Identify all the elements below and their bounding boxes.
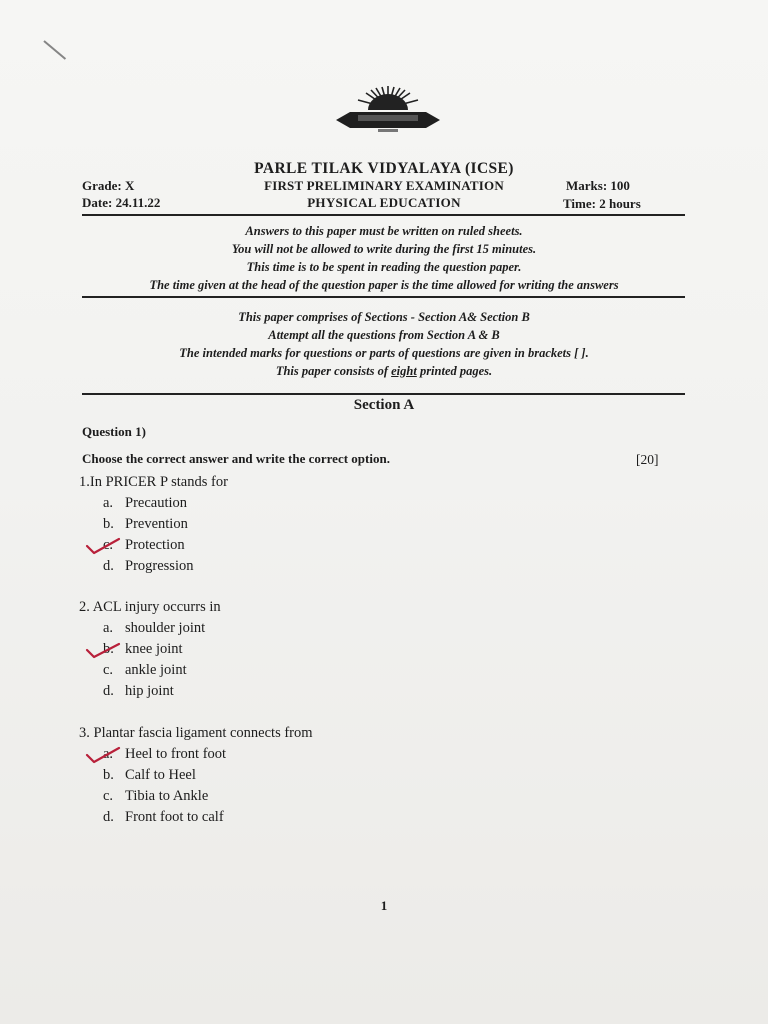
option-letter: d. [103,683,114,699]
instruction-line: The time given at the head of the question paper is the time allowed for writing the answers [149,278,619,292]
option-item [79,556,228,577]
subject-name: PHYSICAL EDUCATION [307,195,461,210]
school-name: PARLE TILAK VIDYALAYA (ICSE) [254,160,514,177]
question-block [79,597,221,702]
option-text: Precaution [125,495,188,511]
pages-suffix: printed pages. [419,364,493,378]
question-block [79,472,228,577]
option-text: shoulder joint [125,620,206,636]
option-letter: a. [103,746,114,762]
question-text: 3. Plantar fascia ligament connects from [79,725,313,741]
red-tick-icon [85,746,121,764]
marks-label: Marks: 100 [566,178,630,193]
instruction-line: The intended marks for questions or parts of questions are given in brackets [ ]. [179,346,589,360]
instruction-line [0,362,768,380]
option-item [79,660,221,681]
option-text: Front foot to calf [125,809,224,825]
option-item [79,807,313,828]
option-item [79,681,221,702]
option-letter: c. [103,537,114,553]
question-text: 2. ACL injury occurrs in [79,599,221,615]
divider [82,214,685,216]
option-letter: a. [103,620,114,636]
pencil-mark [43,40,66,60]
option-text: Heel to front foot [125,746,227,762]
option-text: ankle joint [125,662,187,678]
general-instructions [0,222,768,294]
question-marks: [20] [636,452,659,467]
option-item [79,765,313,786]
option-letter: d. [103,809,114,825]
instruction-line: Attempt all the questions from Section A & B [268,328,500,342]
option-text: Prevention [125,516,188,532]
date-label: Date: 24.11.22 [82,195,161,210]
option-letter: a. [103,495,114,511]
question-title: Question 1) [82,424,146,439]
option-item [79,786,313,807]
option-letter: d. [103,558,114,574]
option-item-ticked [79,535,228,556]
option-text: Progression [125,558,194,574]
option-text: Tibia to Ankle [125,788,209,804]
option-item [79,514,228,535]
option-text: knee joint [125,641,183,657]
section-title: Section A [353,397,415,413]
option-letter: c. [103,662,114,678]
instruction-line: You will not be allowed to write during the first 15 minutes. [231,242,537,256]
pages-prefix: This paper consists of [275,364,388,378]
exam-name: FIRST PRELIMINARY EXAMINATION [264,178,504,193]
option-item [79,493,228,514]
instruction-line: This paper comprises of Sections - Section A& Section B [238,310,530,324]
divider [82,393,685,395]
option-letter: c. [103,788,114,804]
time-label: Time: 2 hours [563,196,641,211]
options-list [79,618,221,702]
option-letter: b. [103,641,114,657]
options-list [79,493,228,577]
red-tick-icon [85,537,121,555]
option-text: Calf to Heel [125,767,196,783]
option-item-ticked [79,744,313,765]
grade-label: Grade: X [82,178,135,193]
pages-count: eight [391,364,417,378]
option-text: Protection [125,537,185,553]
options-list [79,744,313,828]
option-letter: b. [103,767,114,783]
option-letter: b. [103,516,114,532]
paper-instructions [0,308,768,380]
question-block [79,723,313,828]
instruction-line: Answers to this paper must be written on ruled sheets. [245,224,523,238]
red-tick-icon [85,641,121,659]
option-item-ticked [79,639,221,660]
instruction-line: This time is to be spent in reading the question paper. [246,260,522,274]
page-number: 1 [380,898,388,913]
option-text: hip joint [125,683,174,699]
divider [82,296,685,298]
option-item [79,618,221,639]
school-emblem-icon [332,84,444,134]
question-instruction: Choose the correct answer and write the correct option. [82,451,390,466]
question-text: 1.In PRICER P stands for [79,474,228,490]
